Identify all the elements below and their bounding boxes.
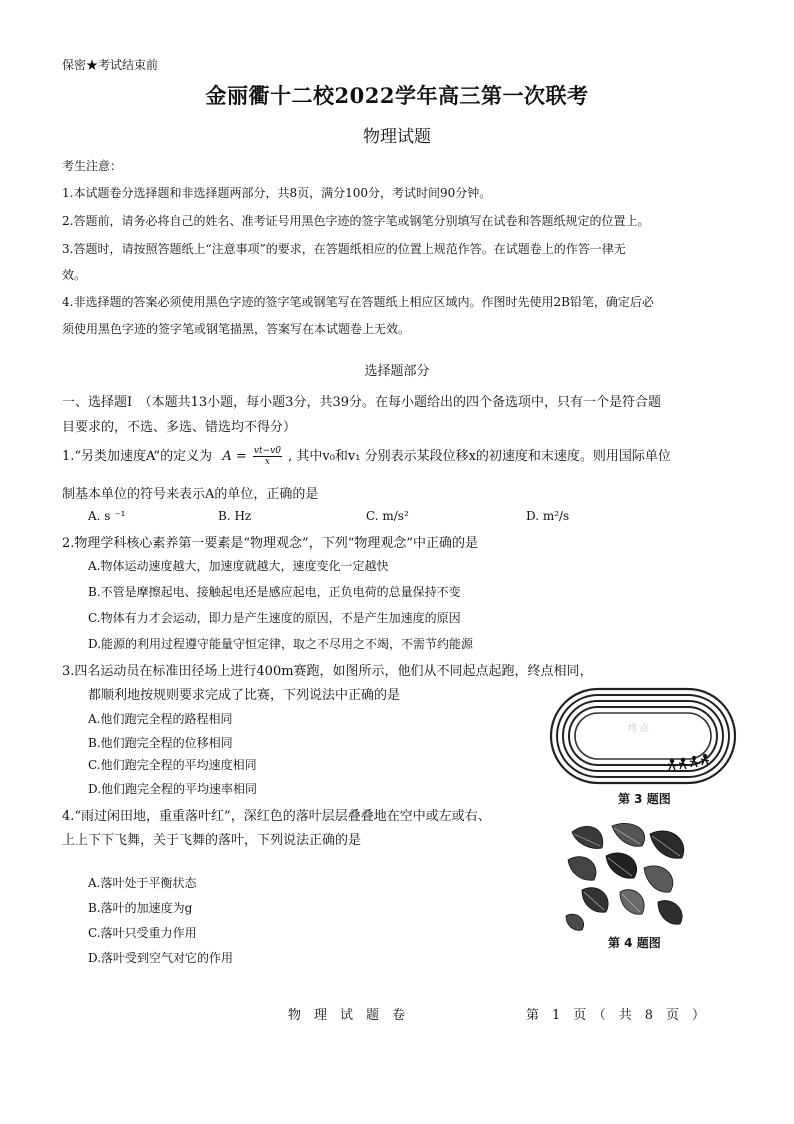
q1-option-c: C. m/s² — [366, 509, 409, 523]
q4-option-d: D.落叶受到空气对它的作用 — [88, 951, 234, 965]
notice-item: 3.答题时，请按照答题纸上“注意事项”的要求，在答题纸相应的位置上规范作答。在试题卷上的作答一律无 — [62, 242, 626, 256]
figure-4 — [562, 820, 694, 952]
notice-item: 1.本试题卷分选择题和非选择题两部分，共8页，满分100分，考试时间90分钟。 — [62, 186, 492, 200]
q1-suffix: , 其中v₀和v₁ 分别表示某段位移x的初速度和末速度。则用国际单位 — [288, 449, 671, 464]
q2-stem: 2.物理学科核心素养第一要素是“物理观念”，下列“物理观念”中正确的是 — [62, 536, 478, 551]
q4-option-b: B.落叶的加速度为g — [88, 901, 193, 915]
q3-option-a: A.他们跑完全程的路程相同 — [88, 712, 233, 726]
footer-paper-name: 物 理 试 题 卷 — [288, 1008, 406, 1023]
q1-formula-numerator: vt−v0 — [253, 446, 281, 456]
q1-stem-line2: 制基本单位的符号来表示A的单位，正确的是 — [62, 487, 319, 502]
running-track-icon — [548, 686, 738, 786]
q4-stem-line2: 上上下下飞舞，关于飞舞的落叶，下列说法正确的是 — [62, 833, 362, 848]
falling-leaves-icon — [562, 820, 694, 932]
q4-stem: 4.“雨过闲田地，重重落叶红”，深红色的落叶层层叠叠地在空中或左或右、 — [62, 809, 491, 824]
q1-option-b: B. Hz — [218, 509, 252, 523]
notice-item: 须使用黑色字迹的签字笔或钢笔描黑，答案写在本试题卷上无效。 — [62, 322, 411, 336]
q3-stem: 3.四名运动员在标准田径场上进行400m赛跑，如图所示，他们从不同起点起跑，终点相同， — [62, 664, 593, 679]
q2-option-c: C.物体有力才会运动，即力是产生速度的原因，不是产生加速度的原因 — [88, 611, 461, 625]
notice-heading: 考生注意： — [62, 159, 123, 173]
exam-title: 金丽衢十二校2022学年高三第一次联考 — [205, 83, 589, 108]
q4-option-c: C.落叶只受重力作用 — [88, 926, 197, 940]
figure-4-caption: 第 4 题图 — [608, 936, 661, 950]
part-intro-line: 目要求的，不选、多选、错选均不得分） — [62, 420, 297, 435]
q4-option-a: A.落叶处于平衡状态 — [88, 876, 197, 890]
notice-item: 效。 — [62, 268, 87, 282]
notice-item: 2.答题前，请务必将自己的姓名、准考证号用黑色字迹的签字笔或钢笔分别填写在试卷和答题纸规定的位置上。 — [62, 214, 650, 228]
q1-stem — [62, 445, 671, 467]
q1-formula-denominator: x — [264, 457, 270, 467]
section-title: 选择题部分 — [364, 364, 430, 379]
q2-option-b: B.不管是摩擦起电、接触起电还是感应起电，正负电荷的总量保持不变 — [88, 585, 461, 599]
q1-option-d: D. m²/s — [526, 509, 570, 523]
exam-subtitle: 物理试题 — [363, 127, 431, 147]
q3-stem-line2: 都顺利地按规则要求完成了比赛，下列说法中正确的是 — [88, 688, 401, 703]
svg-text:终 点: 终 点 — [628, 724, 649, 734]
q2-option-a: A.物体运动速度越大，加速度就越大，速度变化一定越快 — [88, 559, 389, 573]
q3-option-c: C.他们跑完全程的平均速度相同 — [88, 758, 257, 772]
part-intro-line: 一、选择题Ⅰ （本题共13小题，每小题3分，共39分。在每小题给出的四个备选项中，只有一个是符合题 — [62, 395, 661, 410]
notice-item: 4.非选择题的答案必须使用黑色字迹的签字笔或钢笔写在答题纸上相应区域内。作图时先使用2B铅笔，确定后必 — [62, 295, 654, 309]
q2-option-d: D.能源的利用过程遵守能量守恒定律，取之不尽用之不竭，不需节约能源 — [88, 637, 474, 651]
q3-option-d: D.他们跑完全程的平均速率相同 — [88, 782, 258, 796]
q1-prefix: 1.“另类加速度A”的定义为 — [62, 449, 213, 464]
footer-page-number: 第 1 页 （ 共 8 页 ） — [526, 1008, 706, 1023]
q1-formula-lhs: A = — [222, 449, 247, 464]
q3-option-b: B.他们跑完全程的位移相同 — [88, 736, 233, 750]
q1-formula-fraction — [253, 446, 282, 467]
figure-3 — [548, 686, 738, 808]
q1-option-a: A. s ⁻¹ — [88, 509, 126, 523]
figure-3-caption: 第 3 题图 — [618, 792, 671, 806]
confidential-label: 保密★考试结束前 — [62, 58, 159, 72]
